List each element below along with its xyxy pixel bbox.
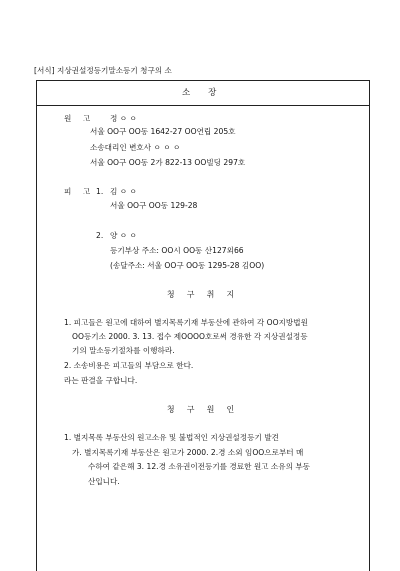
- form-header: [서식] 지상권설정등기말소등기 청구의 소: [34, 66, 172, 75]
- claim-line-4: 2. 소송비용은 피고들의 부담으로 한다.: [64, 361, 194, 370]
- defendant1-address: 서울 OO구 OO동 129-28: [110, 201, 198, 210]
- cause-title: 청 구 원 인: [166, 405, 240, 414]
- defendants-label: 피 고: [64, 187, 95, 196]
- plaintiff-name: 정 ㅇ ㅇ: [110, 114, 137, 123]
- title-divider: [36, 105, 370, 106]
- plaintiff-agent: 소송대리인 변호사 ㅇ ㅇ ㅇ: [90, 143, 181, 152]
- cause-line-1: 1. 별지목록 부동산의 원고소유 및 불법적인 지상권설정등기 발견: [64, 433, 279, 442]
- plaintiff-label: 원 고: [64, 114, 95, 123]
- claim-line-2: OO등기소 2000. 3. 13. 접수 제OOOO호로써 경유한 각 지상권설정등: [72, 332, 308, 341]
- claim-title: 청 구 취 지: [166, 290, 240, 299]
- defendant2-delivery-address: (송달주소: 서울 OO구 OO동 1295-28 김OO): [110, 261, 265, 270]
- cause-line-4: 산입니다.: [88, 477, 120, 486]
- cause-line-3: 수하여 같은해 3. 12.경 소유권이전등기를 경료한 원고 소유의 부동: [88, 462, 311, 471]
- defendant1-name: 김 ㅇ ㅇ: [110, 187, 137, 196]
- defendant2-number: 2.: [96, 231, 104, 240]
- defendant1-number: 1.: [96, 187, 104, 196]
- defendant2-registry-address: 등기부상 주소: OO시 OO동 산127외66: [110, 246, 244, 255]
- claim-line-3: 기의 말소등기절차를 이행하라.: [72, 346, 175, 355]
- cause-line-2: 가. 별지목록기재 부동산은 원고가 2000. 2.경 소외 임OO으로부터 매: [72, 448, 304, 457]
- claim-line-5: 라는 판결을 구합니다.: [64, 376, 138, 385]
- defendant2-name: 양 ㅇ ㅇ: [110, 231, 137, 240]
- doc-title: 소 장: [181, 88, 225, 98]
- plaintiff-agent-address: 서울 OO구 OO동 2가 822-13 OO빌딩 297호: [90, 158, 246, 167]
- claim-line-1: 1. 피고들은 원고에 대하여 별지목록기재 부동산에 관하여 각 OO지방법원: [64, 318, 308, 327]
- plaintiff-address: 서울 OO구 OO동 1642-27 OO연립 205호: [90, 127, 236, 136]
